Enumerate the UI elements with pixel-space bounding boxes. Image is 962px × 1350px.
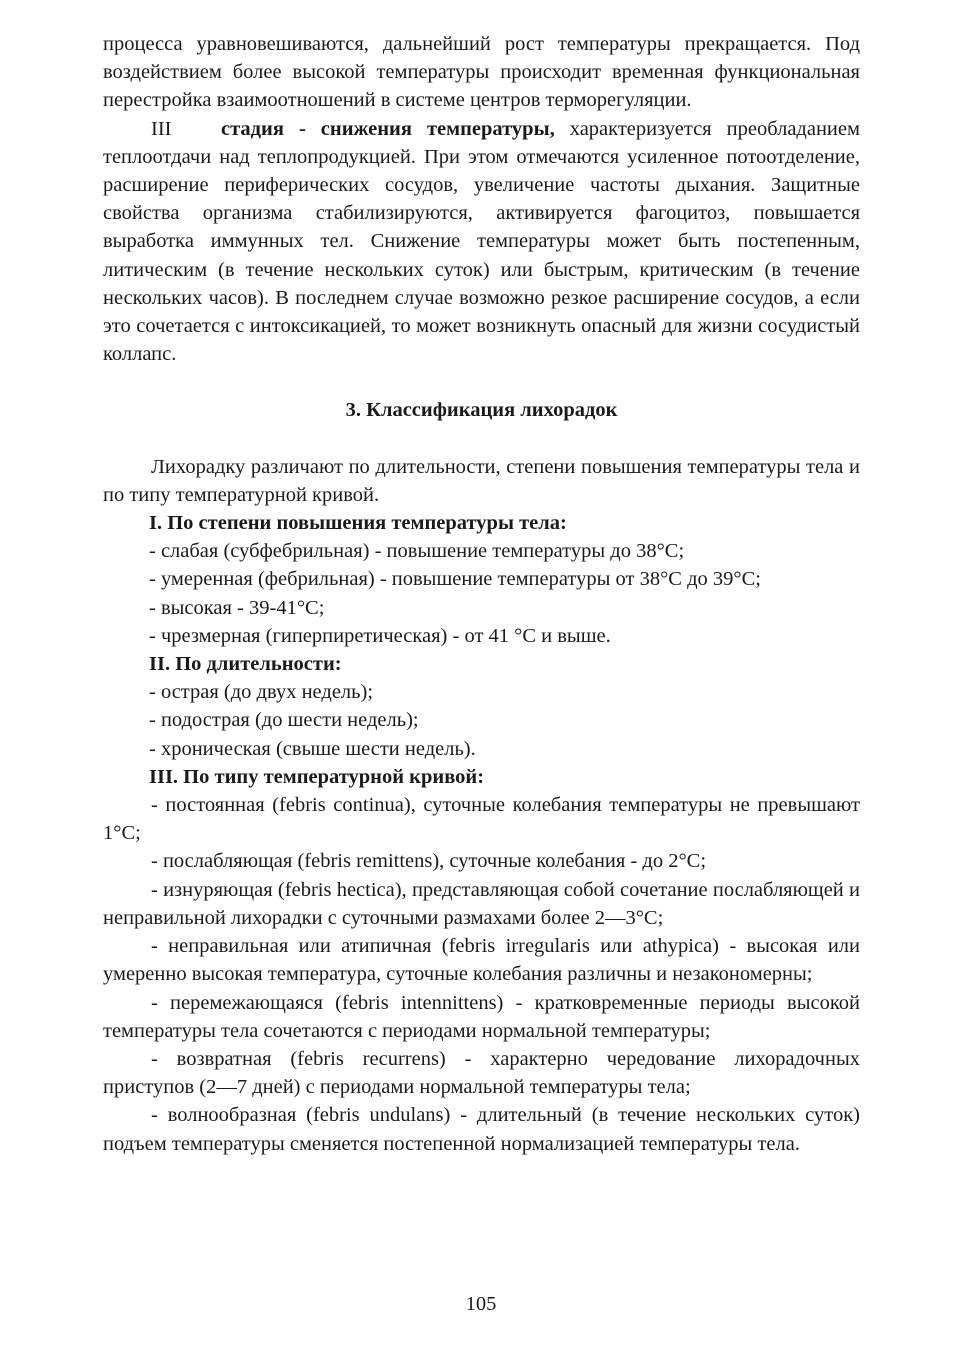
page-number: 105 <box>465 1293 497 1315</box>
list-item: - хроническая (свыше шести недель). <box>149 737 476 760</box>
list-item: - подострая (до шести недель); <box>149 709 419 732</box>
stage-3-text: характеризуется преобладанием теплоотдачи над теплопродукцией. При этом отмечаются усиленное потоотделение, расширение периферических сосудов, увеличение частоты дыхания. Защитные свойства организма стабилизируются, активируется фагоцитоз, повышается выработка иммунных тел. Снижение температуры может быть постепенным, литическим (в течение нескольких суток) или быстрым, критическим (в течение нескольких часов). В последнем случае возможно резкое расширение сосудов, а если это сочетается с интоксикацией, то может возникнуть опасный для жизни сосудистый коллапс. <box>103 117 860 366</box>
list-item: - перемежающаяся (febris intennittens) - кратковременные периоды высокой температуры тела сочетаются с периодами нормальной температуры; <box>103 991 860 1042</box>
list-item: - послабляющая (febris remittens), суточные колебания - до 2°С; <box>151 850 707 873</box>
list-item: - умеренная (фебрильная) - повышение температуры от 38°С до 39°С; <box>149 568 761 591</box>
stage-3-paragraph <box>103 115 860 369</box>
list-item: - волнообразная (febris undulans) - длительный (в течение нескольких суток) подъем температуры сменяется постепенной нормализацией температуры тела. <box>103 1104 860 1155</box>
group-2-title: II. По длительности: <box>149 653 342 676</box>
paragraph-continuation: процесса уравновешиваются, дальнейший рост температуры прекращается. Под воздействием более высокой температуры происходит временная функциональная перестройка взаимоотношений в системе центров терморегуляции. <box>103 33 860 112</box>
intro-paragraph: Лихорадку различают по длительности, степени повышения температуры тела и по типу температурной кривой. <box>103 455 860 506</box>
list-item: - постоянная (febris continua), суточные колебания температуры не превышают 1°С; <box>103 794 860 845</box>
list-item: - острая (до двух недель); <box>149 681 374 704</box>
list-item: - изнуряющая (febris hectica), представляющая собой сочетание послабляющей и неправильной лихорадки с суточными размахами более 2—3°С; <box>103 878 860 929</box>
group-3-title: III. По типу температурной кривой: <box>149 765 485 788</box>
page-body <box>103 30 860 1158</box>
list-item: - возвратная (febris recurrens) - характерно чередование лихорадочных приступов (2—7 дней) с периодами нормальной температуры тела; <box>103 1047 860 1099</box>
stage-3-roman: III <box>151 117 172 140</box>
section-heading: 3. Классификация лихорадок <box>345 399 618 422</box>
group-1-title: I. По степени повышения температуры тела: <box>149 512 567 535</box>
list-item: - слабая (субфебрильная) - повышение температуры до 38°С; <box>149 540 685 563</box>
stage-3-title: стадия - снижения температуры, <box>221 117 555 140</box>
list-item: - высокая - 39-41°С; <box>149 596 325 619</box>
list-item: - чрезмерная (гиперпиретическая) - от 41 °С и выше. <box>149 624 611 647</box>
list-item: - неправильная или атипичная (febris irregularis или athypica) - высокая или умеренно высокая температура, суточные колебания различны и незакономерны; <box>103 935 860 986</box>
